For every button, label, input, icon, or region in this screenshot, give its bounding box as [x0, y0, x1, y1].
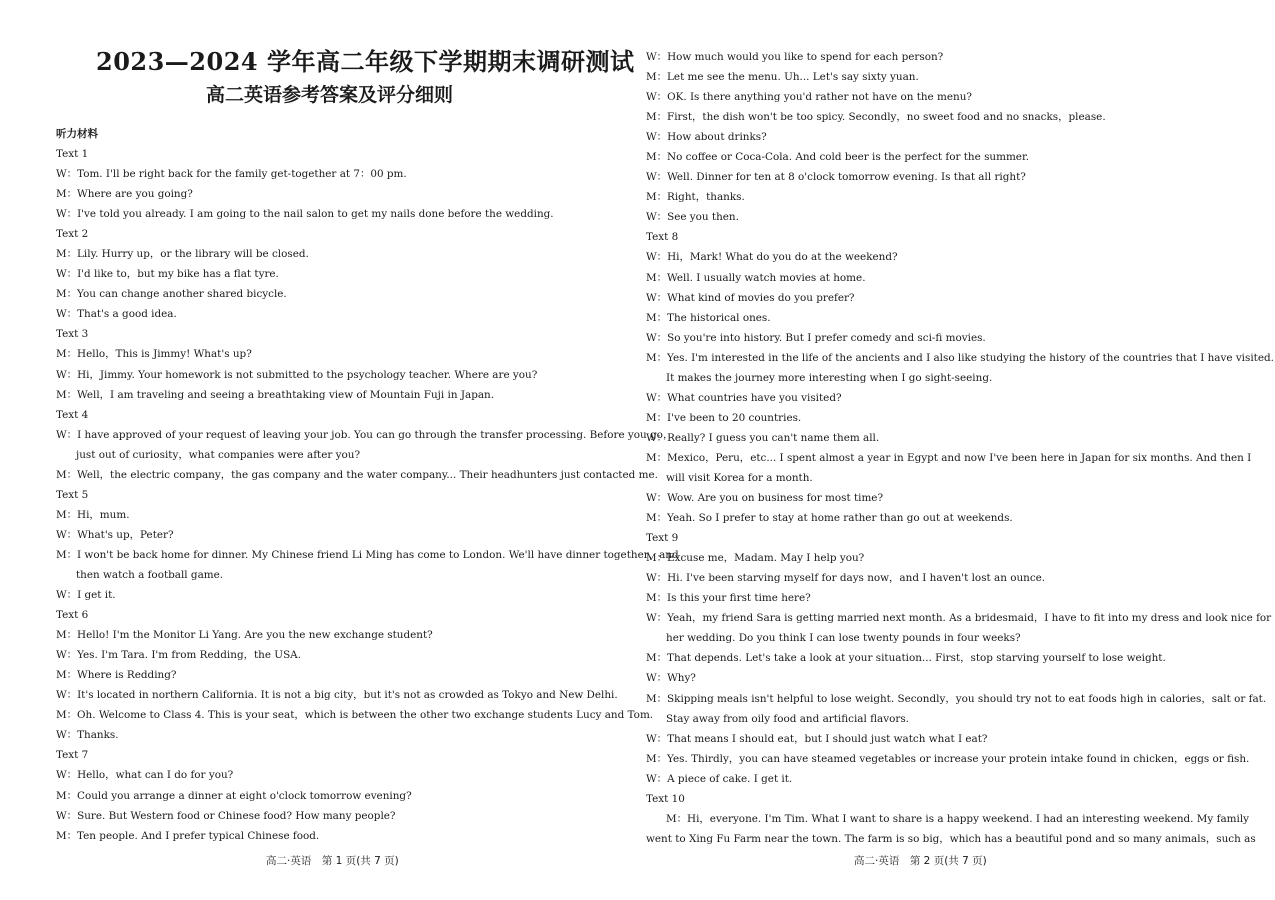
dialogue-line: W：A piece of cake. I get it. [646, 772, 793, 785]
dialogue-line: M：Hello，This is Jimmy! What's up? [56, 348, 252, 361]
dialogue-line: M：Let me see the menu. Uh... Let's say sixty yuan. [646, 71, 919, 84]
dialogue-line: W：Hi，Jimmy. Your homework is not submitted to the psychology teacher. Where are you? [56, 368, 538, 381]
dialogue-line: M：Hello! I'm the Monitor Li Yang. Are you the new exchange student? [56, 629, 433, 642]
text-heading: Text 7 [56, 749, 89, 762]
transcript-right [646, 47, 1274, 849]
dialogue-line: W：Yes. I'm Tara. I'm from Redding，the USA. [56, 649, 301, 662]
text-heading: Text 4 [56, 408, 89, 421]
dialogue-line: M：Yeah. So I prefer to stay at home rather than go out at weekends. [646, 512, 1013, 525]
dialogue-line: M：Is this your first time here? [646, 592, 811, 605]
dialogue-line: W：That means I should eat，but I should just watch what I eat? [646, 732, 988, 745]
page-subtitle: 高二英语参考答案及评分细则 [206, 84, 454, 106]
dialogue-line: W：Tom. I'll be right back for the family get-together at 7：00 pm. [56, 168, 407, 181]
dialogue-line: M：I've been to 20 countries. [646, 411, 802, 424]
dialogue-line: W：I've told you already. I am going to the nail salon to get my nails done before the wedding. [56, 208, 554, 221]
dialogue-line: W：Yeah，my friend Sara is getting married next month. As a bridesmaid，I have to fit into my dress and look nice for [646, 612, 1272, 625]
dialogue-line: W：I have approved of your request of leaving your job. You can go through the transfer processing. Before you go， [56, 428, 674, 441]
dialogue-line: M：Well，the electric company，the gas company and the water company... Their headhunters just contacted me. [56, 468, 658, 481]
text-heading: Text 1 [56, 148, 89, 160]
page-right [646, 0, 1274, 900]
dialogue-line-continued: just out of curiosity，what companies were after you? [76, 448, 361, 461]
paragraph-line: M：Hi，everyone. I'm Tim. What I want to share is a happy weekend. I had an interesting weekend. My family [666, 812, 1250, 825]
text-heading: Text 3 [56, 328, 89, 341]
dialogue-line-continued: will visit Korea for a month. [666, 471, 813, 484]
page-footer-right: 高二·英语 第 2 页(共 7 页) [854, 855, 987, 867]
dialogue-line: W：Hello，what can I do for you? [56, 769, 234, 782]
text-heading: Text 2 [56, 228, 89, 241]
dialogue-line: W：That's a good idea. [56, 308, 177, 321]
dialogue-line: W：What's up，Peter? [56, 528, 174, 541]
dialogue-line: W：Why? [646, 672, 696, 685]
dialogue-line: W：How much would you like to spend for each person? [646, 51, 944, 63]
dialogue-line: W：How about drinks? [646, 131, 767, 144]
dialogue-line: M：Skipping meals isn't helpful to lose weight. Secondly，you should try not to eat foods high in calories，salt or fat. [646, 692, 1267, 705]
dialogue-line: M：Right，thanks. [646, 191, 745, 204]
dialogue-line: M：Excuse me，Madam. May I help you? [646, 552, 865, 565]
dialogue-line: M：Well. I usually watch movies at home. [646, 271, 866, 284]
dialogue-line: M：You can change another shared bicycle. [56, 288, 287, 301]
dialogue-line: went to Xing Fu Farm near the town. The farm is so big，which has a beautiful pond and so many animals，such as [646, 832, 1256, 845]
dialogue-line: M：Where are you going? [56, 188, 193, 201]
dialogue-line-continued: It makes the journey more interesting when I go sight-seeing. [666, 371, 993, 384]
text-heading: Text 6 [56, 609, 89, 622]
dialogue-line: W：I'd like to，but my bike has a flat tyre. [56, 268, 279, 281]
dialogue-line: W：It's located in northern California. It is not a big city，but it's not as crowded as Tokyo and New Delhi. [56, 689, 618, 702]
dialogue-line: M：Yes. Thirdly，you can have steamed vegetables or increase your protein intake found in chicken，eggs or fish. [646, 752, 1250, 765]
dialogue-line: W：Hi. I've been starving myself for days now，and I haven't lost an ounce. [646, 572, 1046, 585]
page-title: 2023—2024 学年高二年级下学期期末调研测试 [96, 47, 635, 76]
dialogue-line-continued: Stay away from oily food and artificial flavors. [666, 712, 909, 725]
dialogue-line-continued: her wedding. Do you think I can lose twenty pounds in four weeks? [666, 632, 1021, 645]
dialogue-line: M：First，the dish won't be too spicy. Secondly，no sweet food and no snacks，please. [646, 111, 1106, 124]
text-heading: Text 5 [56, 488, 89, 501]
dialogue-line: M：Well，I am traveling and seeing a breathtaking view of Mountain Fuji in Japan. [56, 388, 495, 401]
dialogue-line: M：That depends. Let's take a look at your situation... First，stop starving yourself to lose weight. [646, 652, 1166, 665]
dialogue-line: W：Thanks. [56, 729, 119, 742]
dialogue-line: W：Hi，Mark! What do you do at the weekend? [646, 251, 898, 264]
dialogue-line: M：Where is Redding? [56, 669, 177, 682]
dialogue-line: M：No coffee or Coca-Cola. And cold beer is the perfect for the summer. [646, 151, 1030, 164]
dialogue-line-continued: then watch a football game. [76, 568, 224, 581]
text-heading: Text 8 [646, 231, 679, 244]
dialogue-line: W：OK. Is there anything you'd rather not have on the menu? [646, 91, 972, 104]
dialogue-line: M：Lily. Hurry up，or the library will be closed. [56, 248, 309, 261]
dialogue-line: M：Ten people. And I prefer typical Chinese food. [56, 829, 320, 842]
dialogue-line: W：Wow. Are you on business for most time? [646, 492, 884, 505]
dialogue-line: W：Really? I guess you can't name them all. [646, 431, 880, 444]
dialogue-line: W：I get it. [56, 589, 116, 602]
dialogue-line: W：See you then. [646, 211, 739, 224]
dialogue-line: W：Sure. But Western food or Chinese food? How many people? [56, 809, 396, 822]
dialogue-line: M：Mexico，Peru，etc... I spent almost a year in Egypt and now I've been here in Japan for six months. And then I [646, 451, 1252, 464]
section-heading: 听力材料 [56, 128, 98, 140]
dialogue-line: M：Oh. Welcome to Class 4. This is your seat，which is between the other two exchange students Lucy and Tom. [56, 709, 654, 722]
dialogue-line: M：Hi，mum. [56, 508, 130, 521]
page-footer-left: 高二·英语 第 1 页(共 7 页) [266, 855, 399, 867]
dialogue-line: W：Well. Dinner for ten at 8 o'clock tomorrow evening. Is that all right? [646, 171, 1026, 184]
dialogue-line: M：Yes. I'm interested in the life of the ancients and I also like studying the history of the countries that I have visited. [646, 351, 1274, 364]
text-heading: Text 9 [646, 532, 679, 545]
dialogue-line: W：So you're into history. But I prefer comedy and sci-fi movies. [646, 331, 986, 344]
dialogue-line: W：What kind of movies do you prefer? [646, 291, 855, 304]
dialogue-line: W：What countries have you visited? [646, 391, 842, 404]
text-heading: Text 10 [646, 792, 685, 805]
dialogue-line: M：Could you arrange a dinner at eight o'clock tomorrow evening? [56, 789, 412, 802]
dialogue-line: M：The historical ones. [646, 311, 771, 324]
dialogue-line: M：I won't be back home for dinner. My Chinese friend Li Ming has come to London. We'll have dinner together，and [56, 548, 679, 561]
